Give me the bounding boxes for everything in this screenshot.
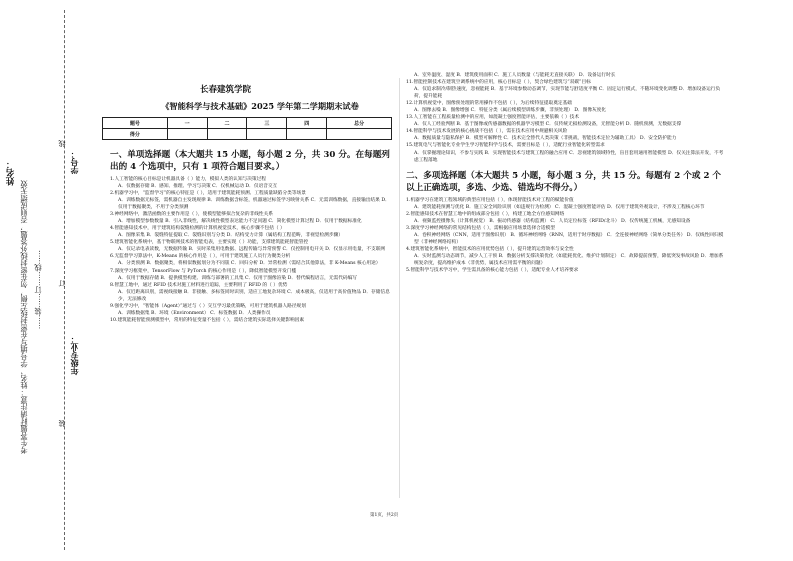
- right-column: [406, 72, 726, 274]
- question-options: A．图像采集 B．裂缝特征提取 C．裂缝识别与分类 D．结构受力计算（属结构工程范畴，非视觉检测步骤）: [118, 233, 343, 239]
- name-label-left: 姓名：: [6, 160, 16, 186]
- score-cell: 得分: [103, 129, 168, 140]
- question-text: 5.智能科学与技术学习中，学生需具备的核心能力包括（ ），适配专业人才培养要求: [406, 267, 579, 273]
- question-text: 3.神经网络中，激活函数的主要作用是（ ），使模型能够拟合复杂的非线性关系: [110, 212, 273, 218]
- section1-right-questions: [406, 72, 726, 164]
- left-column: [110, 147, 393, 324]
- score-input-cell[interactable]: [287, 129, 327, 140]
- question-text: 11.智能控制技术在建筑空调系统中的应用，核心目标是（ ），契合绿色建筑与“双碳”目标: [406, 80, 591, 86]
- question-text: 2.智能感知技术在智慧工地中的组成部分包括（ ），构建工地全方位感知网络: [406, 211, 565, 217]
- score-cell: 三: [247, 118, 287, 129]
- question-text: 12.计算机视觉中，图像预处理的常用操作不包括（ ），为后续特征提取奠定基础: [406, 101, 572, 107]
- question-text: 8.智慧工地中，通过 RFID 技术对施工材料进行追踪，主要利用了 RFID 的（ ）优势: [110, 282, 288, 288]
- score-table: [102, 117, 392, 140]
- question-options: A．仅数据存储 B．感知、推理、学习与决策 C．仅机械运动 D．仅语音交互: [118, 183, 278, 189]
- question-options: A．仅人工经验判断 B．基于图像或传感器数据的机器学习模型 C．仅传统无损检测设备，无智能分析 D．随机预测，无数据支撑: [414, 122, 682, 128]
- score-cell: 四: [287, 118, 327, 129]
- section1-questions: [110, 176, 393, 324]
- question-text: 5.建筑智能化系统中，基于物联网技术的智能电表，主要实现（ ）功能，支撑建筑能耗智能管控: [110, 240, 309, 246]
- section2-questions: [406, 197, 726, 275]
- question-options: A．仅用于数据存储 B．提供模型构建、训练与部署的工具集 C．仅用于图像渲染 D．替代编程语言，无需代码编写: [118, 275, 357, 281]
- question-text: 3.深度学习神经网络的常见结构包括（ ），需根据应用场景选择合适模型: [406, 225, 555, 231]
- question-text: 2.机器学习中，“监督学习”的核心特征是（ ），适用于建筑能耗预测、工程质量缺陷分类等场景: [110, 191, 306, 196]
- question-options: A．建筑能耗预测与优化 B．施工安全风险识别（如违规行为检测） C．混凝土强度智能评估 D．仅用于建筑外观设计，不涉及工程核心环节: [414, 204, 705, 210]
- question-options: A．训练数据无标签，需机器自主发现规律 B．训练数据含标签，机器通过标签学习映射关系 C．无需训练数据，直接输出结果 D．仅用于数据聚类，不用于分类预测: [118, 198, 390, 211]
- question-options: A．训练数据集 B．环境（Environment） C．标签数据 D．人类操作员: [118, 310, 271, 316]
- score-header-row: [103, 118, 392, 129]
- question-options: A．数据质量与隐私保护 B．模型可解释性 C．技术完全替代人类决策（非挑战，智能技术定位为辅助工具） D．安全防护能力: [414, 136, 677, 142]
- score-input-cell[interactable]: [247, 129, 287, 140]
- warning-text: 考生答题时请注意：姓名、学号填写在密封线左侧，勿在密封线外答题，否则成绩无效: [19, 180, 28, 454]
- section1-heading: 一、单项选择题（本大题共 15 小题，每小题 2 分，共 30 分。在每题列出的 4 个选项中，只有 1 项符合题目要求。）: [110, 150, 390, 173]
- question-options: A．增加模型参数数量 B．引入非线性，解决线性模型表达能力不足问题 C．简化模型计算过程 D．仅用于数据标准化: [118, 219, 362, 225]
- question-options: A．仅记录电表读数，无数据传输 B．实时采集用电数据、远程传输与异常预警 C．仅控制用电开关 D．仅显示用电量，不支联网: [118, 247, 386, 253]
- page-footer: 第1页，共2页: [370, 513, 399, 518]
- class-label: 年级专业：: [69, 335, 79, 375]
- score-cell: 总分: [327, 118, 392, 129]
- score-input-cell[interactable]: [167, 129, 207, 140]
- seal-word-2: 订: [58, 280, 66, 287]
- section2-heading: 二、多项选择题（本大题共 5 小题，每小题 3 分，共 15 分。每题有 2 个或 2 个以上正确选项，多选、少选、错选均不得分。）: [406, 170, 722, 194]
- question-text: 7.深度学习框架中，TensorFlow 与 PyTorch 的核心作用是（ ），降低智能模型开发门槛: [110, 268, 297, 274]
- score-cell: 一: [167, 118, 207, 129]
- seal-word-1: 线: [58, 140, 66, 147]
- score-cell: 题号: [103, 118, 168, 129]
- question-options: A．仅追求制冷/制热速度，忽视能耗 B．基于环境参数动态调节，实现节能与舒适度平衡 C．固定运行模式，不随环境变化调整 D．增加设备运行负荷，提升能耗: [414, 87, 721, 100]
- school-name: 长春建筑学院: [200, 85, 252, 95]
- score-cell: 二: [207, 118, 247, 129]
- question-options: A．室外温度、湿度 B．建筑使用面积 C．施工人员数量（与能耗无直接关联） D．设备运行时长: [414, 73, 616, 78]
- column-divider: [399, 78, 400, 498]
- question-text: 4.智能感知技术中，用于建筑结构裂缝检测的计算机视觉技术，核心步骤不包括（ ）: [110, 226, 285, 232]
- question-text: 9.强化学习中，“智能体（Agent）”通过与（ ）交互学习最优策略，可用于建筑机器人路径规划: [110, 303, 306, 309]
- question-options: A．分类预测 B．数据聚类，将相似数据划分为不同簇 C．回归分析 D．异常检测（需结合其他算法，非 K-Means 核心用途）: [118, 261, 381, 267]
- score-input-cell[interactable]: [327, 129, 392, 140]
- question-options: A．卷积神经网络（CNN，适用于图像识别） B．循环神经网络（RNN，适用于时序数据） C．全连接神经网络（简单分类任务） D．仅线性回归模型（非神经网络结构）: [414, 232, 724, 245]
- question-text: 1.机器学习在建筑工程领域的典型应用包括（ ），体现智能技术对工程的赋能价值: [406, 197, 574, 203]
- question-text: 14.智能科学与技术发展的核心挑战不包括（ ），需在技术应用中规避相关风险: [406, 129, 568, 135]
- seal-word-3: 装: [58, 420, 66, 427]
- question-options: A．视频监控摄像头（计算机视觉） B．振动传感器（结构监测） C．人员定位标签（RFID/北斗） D．仅传统施工机械，无感知设备: [414, 218, 691, 224]
- question-text: 10.建筑能耗智能预测模型中，常用的特征变量不包括（ ），需结合建筑实际选择关键影响因素: [110, 317, 305, 323]
- question-options: A．仅近距离识别，需视线接触 B．非接触、多标签同时识别，适应工地复杂环境 C．成本极高，仅适用于高价值物品 D．存储信息少，无法修改: [118, 289, 390, 302]
- question-options: A．实时监测与动态调节，减少人工干预 B．数据分析支撑决策优化（如能耗优化、维护计划制定） C．故障提前预警，降低突发事故风险 D．增加系统复杂度，提高维护成本（非优势，属技术应用需平衡的问题）: [414, 253, 724, 266]
- question-text: 4.建筑智能化系统中，智能技术的应用优势包括（ ），提升建筑运营效率与安全性: [406, 246, 574, 252]
- question-options: A．仅掌握理论知识，不参与实践 B．实现智能技术与建筑工程的融合应用 C．忽视建筑领域特性，盲目套用通用智能模型 D．仅关注算法开发，不考虑工程落地: [414, 150, 724, 163]
- student-id-label: 学号：: [69, 150, 79, 174]
- exam-title: 《智能科学与技术基础》2025 学年第二学期期末试卷: [161, 101, 359, 111]
- score-input-cell[interactable]: [207, 129, 247, 140]
- seal-notice: ……装……订……线……: [33, 250, 42, 330]
- binding-margin: [0, 0, 95, 561]
- score-value-row: [103, 129, 392, 140]
- question-text: 15.建筑电气与智能化专业学生学习智能科学与技术，需要目标是（ ），适配行业智能化转型需求: [406, 143, 605, 149]
- question-text: 1.人工智能的核心目标是让机器具备（ ）能力，模拟人类的认知与决策过程: [110, 176, 266, 182]
- question-text: 13.人工智能在工程质量检测中的应用，如混凝土强度智能评估，主要依赖（ ）技术: [406, 115, 580, 121]
- question-options: A．图像去噪 B．图像增强 C．特征分类（属后续模型训练步骤，非预处理） D．图像灰度化: [414, 108, 607, 114]
- question-text: 6.无监督学习算法中，K-Means 的核心作用是（ ），可用于建筑施工人员行为聚类分析: [110, 254, 291, 260]
